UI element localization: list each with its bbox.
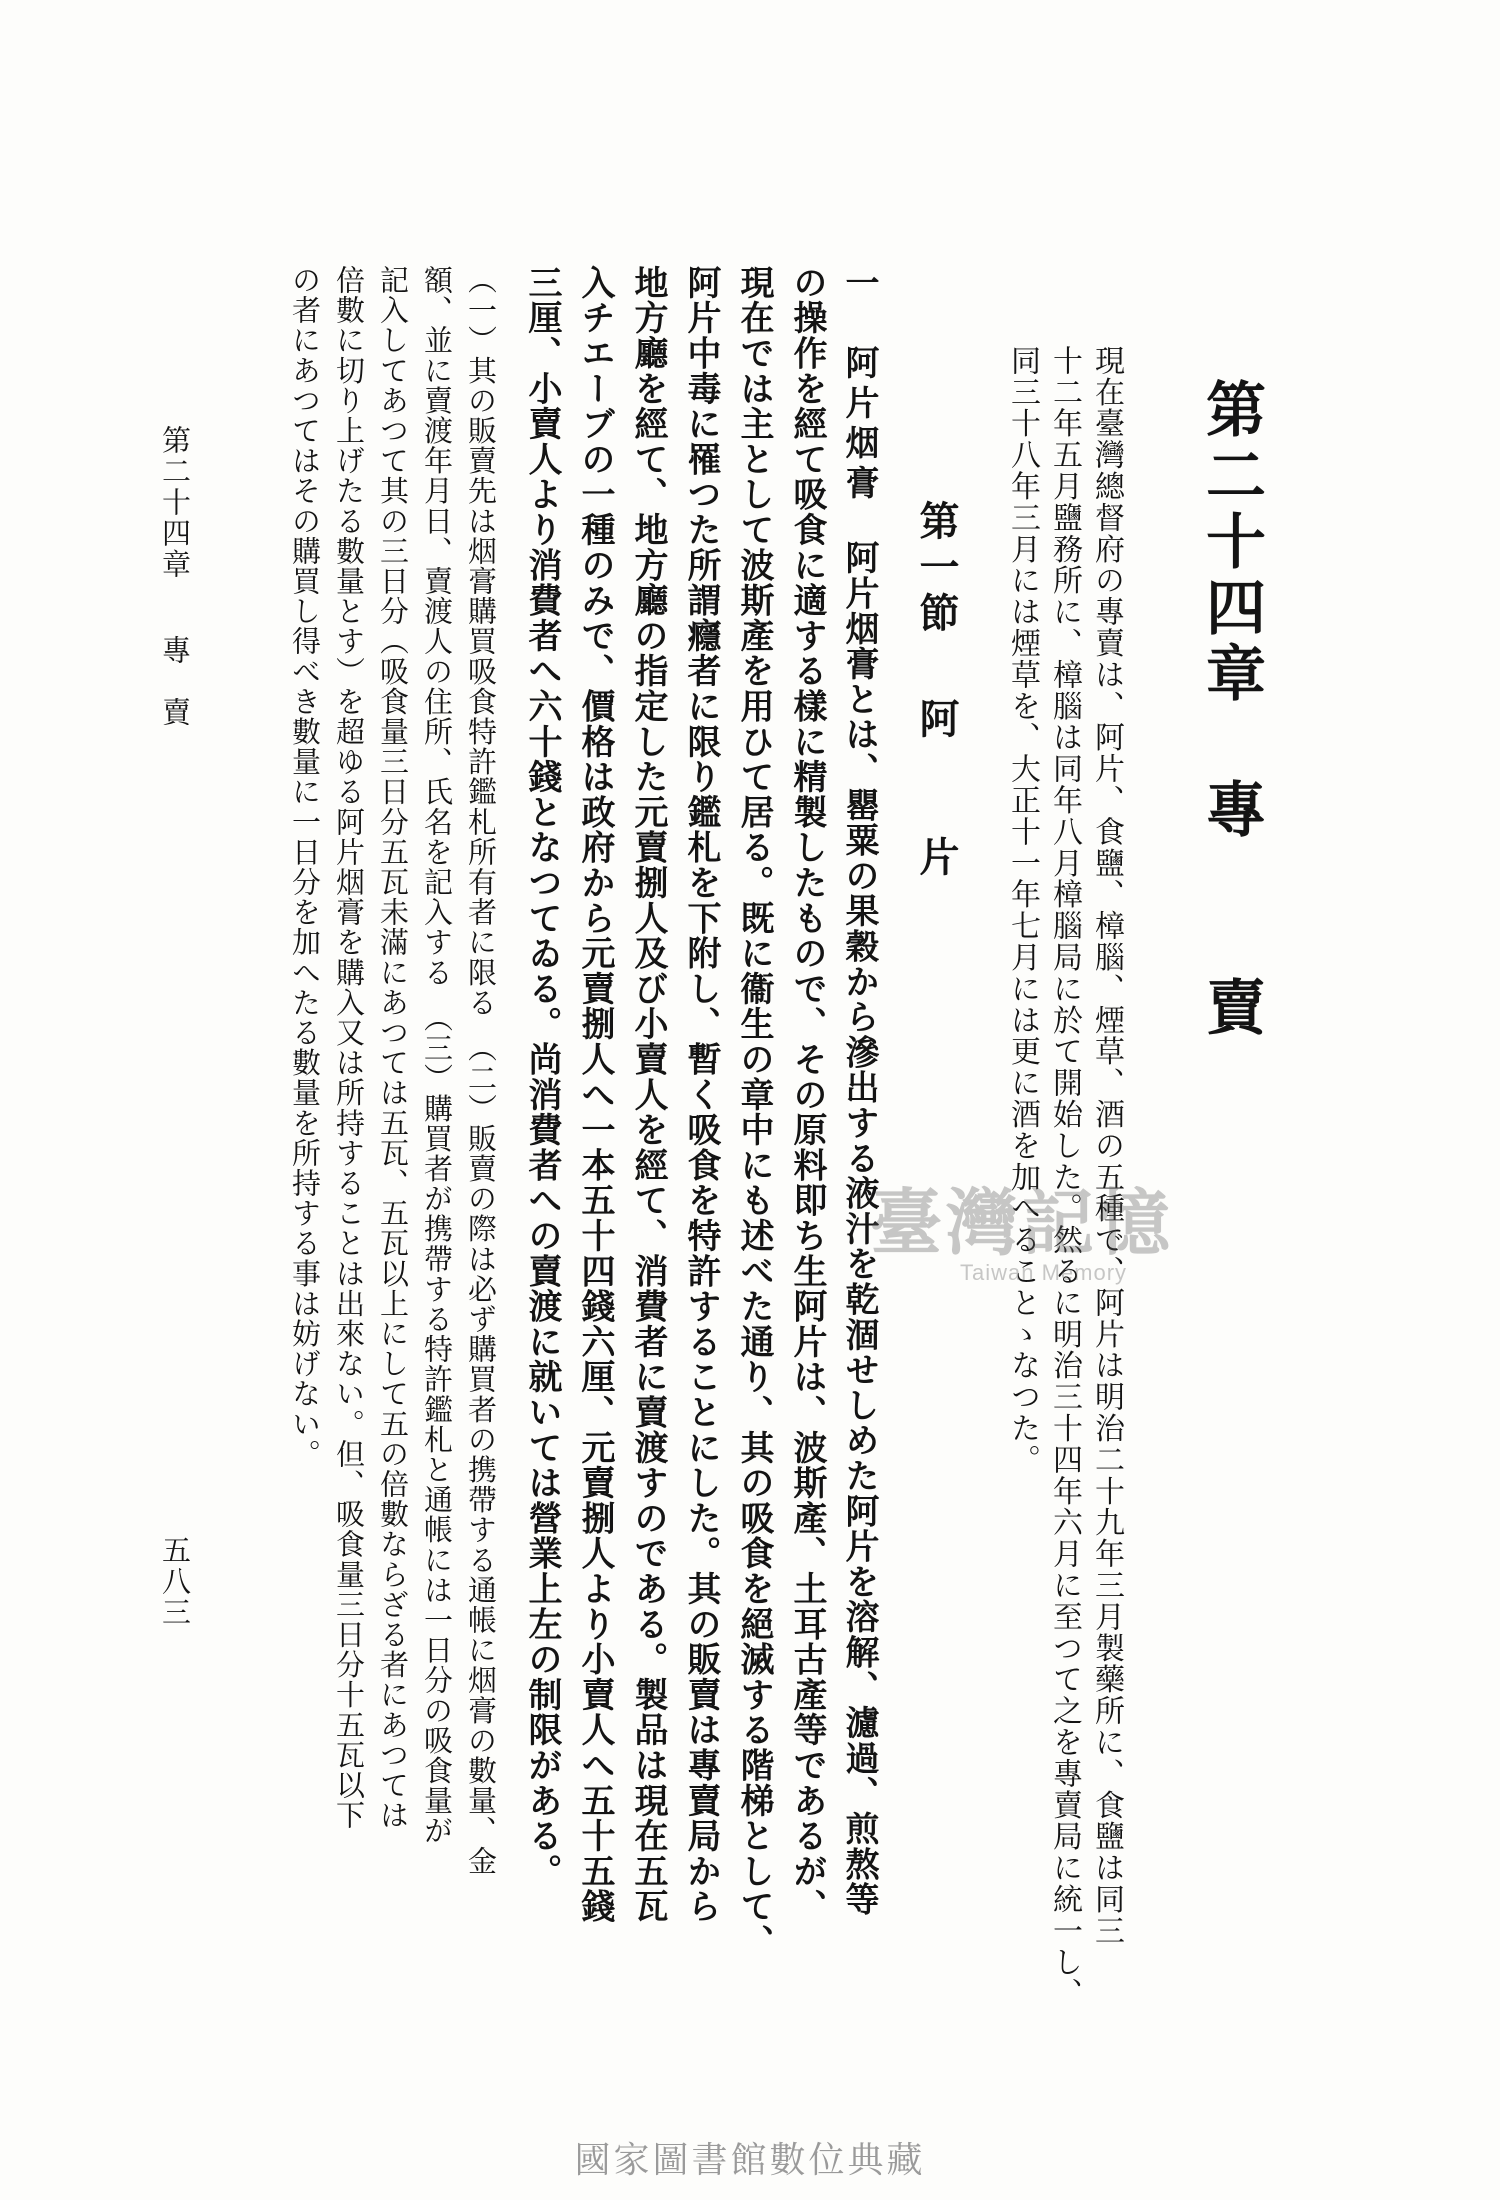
body-line: 一 阿片烟膏 阿片烟膏とは、罌粟の果穀から滲出する液汁を乾涸せしめた阿片を溶解、濾過、煎熬等: [839, 265, 879, 1917]
chapter-heading: [1198, 378, 1274, 1042]
running-head-chapter: 第二十四章: [158, 425, 192, 580]
restriction-line: 額、並に賣渡年月日、賣渡人の住所、氏名を記入する （三）購買者が携帶する特許鑑札と通帳には一日分の吸食量が: [420, 265, 454, 1846]
restriction-line: の者にあつてはその購買し得べき數量に一日分を加へたる數量を所持する事は妨げない。: [288, 265, 322, 1469]
chapter-number: 第二十四章: [1196, 378, 1266, 708]
body-line: 現在では主として波斯產を用ひて居る。既に衞生の章中にも述べた通り、其の吸食を絕滅する階梯として、: [734, 265, 774, 1960]
body-line: 阿片中毒に罹つた所謂癮者に限り鑑札を下附し、暫く吸食を特許することにした。其の販賣は專賣局から: [681, 265, 721, 1925]
body-line: 入チエーブの一種のみで、價格は政府から元賣捌人へ一本五十四錢六厘、元賣捌人より小賣人へ五十五錢: [575, 265, 615, 1925]
section-heading: [915, 500, 965, 882]
running-head-title: 專 賣: [158, 635, 192, 728]
watermark-english: Taiwan Memory: [960, 1260, 1128, 1285]
restriction-line: 記入してあつて其の三日分（吸食量三日分五瓦未滿にあつては五瓦、五瓦以上にして五の倍數ならざる者にあつては: [376, 265, 410, 1831]
chapter-title: 專 賣: [1196, 778, 1266, 1042]
intro-line: 同三十八年三月には煙草を、大正十一年七月には更に酒を加へることゝなつた。: [1005, 345, 1040, 1476]
section-number: 第一節: [913, 500, 960, 638]
intro-line: 現在臺灣總督府の專賣は、阿片、食鹽、樟腦、煙草、酒の五種で、阿片は明治二十九年三月製藥所に、食鹽は同三: [1089, 345, 1124, 1947]
restriction-line: （一）其の販賣先は烟膏購買吸食特許鑑札所有者に限る （二）販賣の際は必ず購買者の携帶する通帳に烟膏の數量、金: [464, 265, 498, 1876]
library-footer: 國家圖書館數位典藏: [574, 2140, 926, 2181]
page-number: 五八三: [158, 1535, 192, 1628]
running-head: [160, 425, 196, 728]
restriction-line: 倍數に切り上げたる數量とす）を超ゆる阿片烟膏を購入又は所持することは出來ない。但、吸食量三日分十五瓦以下: [332, 265, 366, 1831]
intro-line: 十二年五月鹽務所に、樟腦は同年八月樟腦局に於て開始した。然るに明治三十四年六月に至つて之を專賣局に統一し、: [1047, 345, 1082, 2010]
body-line: の操作を經て吸食に適する樣に精製したもので、その原料即ち生阿片は、波斯產、土耳古產等であるが、: [787, 265, 827, 1925]
body-line: 三厘、小賣人より消費者へ六十錢となつてゐる。尚消費者への賣渡に就いては營業上左の制限がある。: [522, 265, 562, 1889]
body-line: 地方廳を經て、地方廳の指定した元賣捌人及び小賣人を經て、消費者に賣渡すのである。製品は現在五瓦: [628, 265, 668, 1925]
item-heading: 一 阿片烟膏: [839, 265, 879, 505]
watermark-chinese: 臺灣記憶: [870, 1180, 1175, 1265]
section-title: 阿 片: [913, 698, 960, 882]
